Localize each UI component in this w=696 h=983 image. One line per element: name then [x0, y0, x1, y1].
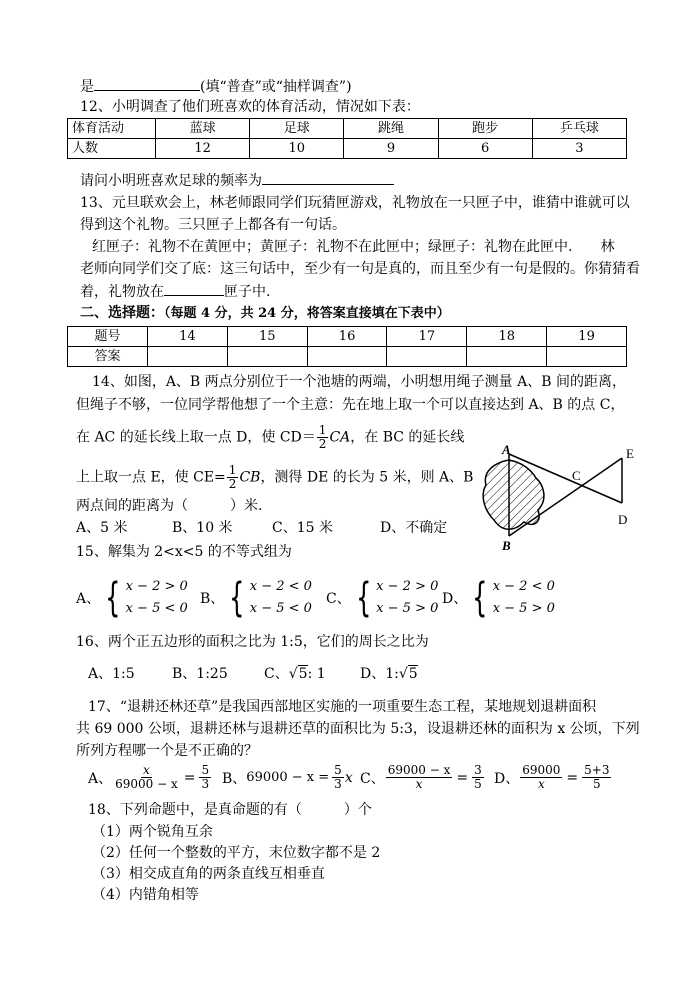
q14-line3	[76, 424, 464, 451]
fraction	[386, 764, 453, 791]
table-cell: 19	[547, 327, 627, 347]
table-cell: 16	[307, 327, 387, 347]
q12-ask	[80, 170, 394, 191]
fraction	[332, 764, 344, 791]
q14-line: 14、如图，A、B 两点分别位于一个池塘的两端，小明想用绳子测量 A、B 间的距离，	[92, 374, 626, 390]
sqrt-radicand: 5	[408, 666, 418, 682]
sqrt-radicand: 5	[298, 666, 308, 682]
option-b[interactable]	[222, 764, 353, 791]
list-item: （3）相交成直角的两条直线互相垂直	[92, 866, 325, 882]
equals: =	[566, 769, 579, 786]
q15-stem: 15、解集为 2<x<5 的不等式组为	[76, 544, 292, 560]
table-cell: 9	[344, 139, 438, 159]
q14-line4-a: 上上取一点 E，使 CE=	[76, 469, 226, 486]
table-cell: 14	[148, 327, 228, 347]
q14-line: 两点间的距离为（ ）米.	[76, 498, 263, 514]
table-cell: 题号	[68, 327, 148, 347]
frac-num: 3	[474, 763, 482, 777]
fraction	[199, 764, 211, 791]
q14-line3-b: ，在 BC 的延长线	[350, 429, 465, 446]
q13-line5-suffix: 匣子中.	[224, 284, 271, 300]
option-c[interactable]: C、√5: 1	[264, 666, 326, 682]
table-row	[68, 327, 627, 347]
table-cell: 足球	[250, 119, 344, 139]
math-cb: CB	[239, 469, 261, 486]
answer-cell[interactable]	[148, 347, 228, 367]
ineq-row: x − 5 < 0	[125, 601, 188, 616]
fraction	[227, 464, 239, 491]
q14-line: 但绳子不够，一位同学帮他想了一个主意：先在地上取一个可以直接达到 A、B 的点 C，	[76, 397, 625, 413]
frac-num: 5	[334, 763, 342, 777]
frac-num: x	[143, 763, 150, 777]
fraction	[113, 764, 180, 791]
brace-icon: {	[355, 575, 372, 621]
table-cell: 17	[387, 327, 467, 347]
option-label: D、	[442, 591, 468, 607]
q17-line: 所列方程哪一个是不正确的？	[76, 743, 258, 759]
frac-den: 3	[201, 777, 210, 791]
option-d[interactable]	[442, 576, 555, 620]
answer-table	[67, 326, 627, 367]
option-label: B、	[222, 770, 247, 787]
q11-prefix: 是	[80, 79, 94, 95]
ineq-row: x − 2 > 0	[125, 579, 188, 594]
fraction	[472, 764, 484, 791]
option-c[interactable]	[360, 764, 485, 791]
label-e: E	[626, 446, 634, 461]
q14-line4	[76, 464, 473, 491]
q13-line: 得到这个礼物。三只匣子上都各有一句话。	[80, 217, 346, 233]
table-cell: 答案	[68, 347, 148, 367]
option-b[interactable]: B、10 米	[172, 520, 233, 536]
q18-stem: 18、下列命题中，是真命题的有（ ）个	[88, 802, 372, 818]
frac-num: 5	[201, 763, 210, 777]
option-label: D、	[494, 770, 520, 787]
option-b[interactable]	[200, 576, 312, 620]
q17-options	[88, 764, 608, 800]
ineq-row: x − 2 < 0	[492, 579, 555, 594]
q12-table	[67, 118, 627, 159]
frac-num: 69000 − x	[387, 763, 451, 777]
section-title-text: 二、选择题：	[80, 305, 164, 321]
option-tail: : 1	[307, 666, 326, 682]
frac-num: 69000	[522, 763, 561, 777]
option-a[interactable]	[76, 576, 188, 620]
option-label: C、	[360, 770, 385, 787]
q16-stem: 16、两个正五边形的面积之比为 1:5，它们的周长之比为	[76, 634, 429, 650]
ineq-row: x − 5 > 0	[492, 601, 555, 616]
fraction	[317, 424, 329, 451]
q14-line3-a: 在 AC 的延长线上取一点 D，使 CD＝	[76, 429, 316, 446]
q17-line: 17、“退耕还林还草”是我国西部地区实施的一项重要生态工程，某地规划退耕面积	[88, 699, 597, 715]
frac-den: 69000 − x	[115, 777, 178, 791]
table-cell: 6	[438, 139, 532, 159]
option-a[interactable]: A、5 米	[76, 520, 128, 536]
answer-blank[interactable]	[262, 170, 394, 185]
ineq-row: x − 5 < 0	[249, 601, 312, 616]
q12-stem: 12、小明调查了他们班喜欢的体育活动，情况如下表：	[80, 99, 420, 115]
list-item: （4）内错角相等	[92, 887, 199, 903]
b-tail: x	[344, 769, 353, 786]
option-d[interactable]: D、1:√5	[360, 666, 418, 682]
brace-icon: {	[105, 575, 121, 621]
table-cell: 跳绳	[344, 119, 438, 139]
q13-line: 13、元旦联欢会上，林老师跟同学们玩猜匣游戏，礼物放在一只匣子中，谁猜中谁就可以	[80, 195, 630, 211]
table-cell: 跑步	[438, 119, 532, 139]
table-cell: 18	[467, 327, 547, 347]
q13-line: 老师向同学们交了底：这三句话中，至少有一句是真的，而且至少有一句是假的。你猜猜看	[80, 261, 640, 277]
option-c[interactable]	[326, 576, 438, 620]
table-row	[68, 119, 627, 139]
brace-icon: {	[229, 575, 245, 621]
option-label: A、	[88, 770, 113, 787]
list-item: （1）两个锐角互余	[92, 824, 213, 840]
fraction	[520, 764, 562, 791]
ineq-row: x − 2 < 0	[249, 579, 312, 594]
option-label: C、	[326, 591, 351, 607]
ineq-row: x − 5 > 0	[376, 601, 439, 616]
q13-line: 红匣子：礼物不在黄匣中；黄匣子：礼物不在此匣中；绿匣子：礼物在此匣中. 林	[92, 239, 615, 255]
answer-cell[interactable]	[227, 347, 307, 367]
q11-suffix: (填“普查”或“抽样调查”)	[200, 79, 352, 95]
section-note: （每题 4 分，共 24 分，将答案直接填在下表中）	[164, 306, 450, 321]
ineq-row: x − 2 > 0	[376, 579, 439, 594]
answer-cell[interactable]	[387, 347, 467, 367]
b-lhs: 69000 − x =	[246, 770, 330, 785]
table-cell: 蓝球	[156, 119, 250, 139]
equals: =	[456, 769, 469, 786]
equals: =	[183, 769, 196, 786]
label-c: C	[572, 468, 581, 483]
q11-tail	[80, 76, 352, 97]
math-ca: CA	[329, 429, 351, 446]
q14-line4-b: ，测得 DE 的长为 5 米，则 A、B	[260, 469, 474, 486]
q17-line: 共 69 000 公顷，退耕还林与退耕还草的面积比为 5:3，设退耕还林的面积为 x 公顷，下列	[76, 721, 640, 737]
frac-den: 5	[593, 777, 601, 791]
label-d: D	[618, 512, 628, 527]
option-label: B、	[200, 591, 225, 607]
answer-blank[interactable]	[94, 76, 200, 91]
table-cell: 10	[250, 139, 344, 159]
label-a: A	[502, 442, 511, 457]
option-a[interactable]	[88, 764, 212, 791]
table-cell: 15	[227, 327, 307, 347]
frac-den: 3	[334, 777, 342, 791]
table-cell: 体育活动	[68, 119, 156, 139]
option-d[interactable]	[494, 764, 612, 791]
brace-icon: {	[472, 575, 488, 621]
label-b: B	[502, 538, 511, 553]
list-item: （2）任何一个整数的平方，末位数字都不是 2	[92, 845, 381, 861]
option-label: A、	[76, 591, 101, 607]
option-b[interactable]: B、1:25	[172, 666, 228, 682]
table-cell: 乒乓球	[532, 119, 626, 139]
option-a[interactable]: A、1:5	[88, 666, 135, 682]
table-cell: 3	[532, 139, 626, 159]
option-c[interactable]: C、15 米	[272, 520, 333, 536]
table-row	[68, 347, 627, 367]
table-cell: 12	[156, 139, 250, 159]
option-label: C、	[264, 666, 289, 682]
answer-cell[interactable]	[467, 347, 547, 367]
pond-figure	[472, 440, 652, 555]
frac-num: 5+3	[584, 763, 610, 777]
answer-blank[interactable]	[164, 281, 224, 296]
q12-ask-text: 请问小明班喜欢足球的频率为	[80, 173, 262, 189]
frac-den: x	[415, 777, 423, 791]
table-cell: 人数	[68, 139, 156, 159]
fraction	[582, 764, 611, 791]
frac-num: 1	[318, 423, 327, 437]
table-row	[68, 139, 627, 159]
frac-den: x	[537, 777, 545, 791]
option-label: D、1:	[360, 666, 399, 682]
answer-cell[interactable]	[307, 347, 387, 367]
q13-line5	[80, 281, 270, 302]
frac-num: 1	[228, 463, 237, 477]
frac-den: 2	[318, 437, 327, 451]
section-title	[80, 303, 450, 324]
frac-den: 2	[228, 477, 237, 491]
answer-cell[interactable]	[547, 347, 627, 367]
frac-den: 5	[474, 777, 482, 791]
q13-line5-prefix: 着，礼物放在	[80, 284, 164, 300]
option-d[interactable]: D、不确定	[380, 520, 448, 536]
